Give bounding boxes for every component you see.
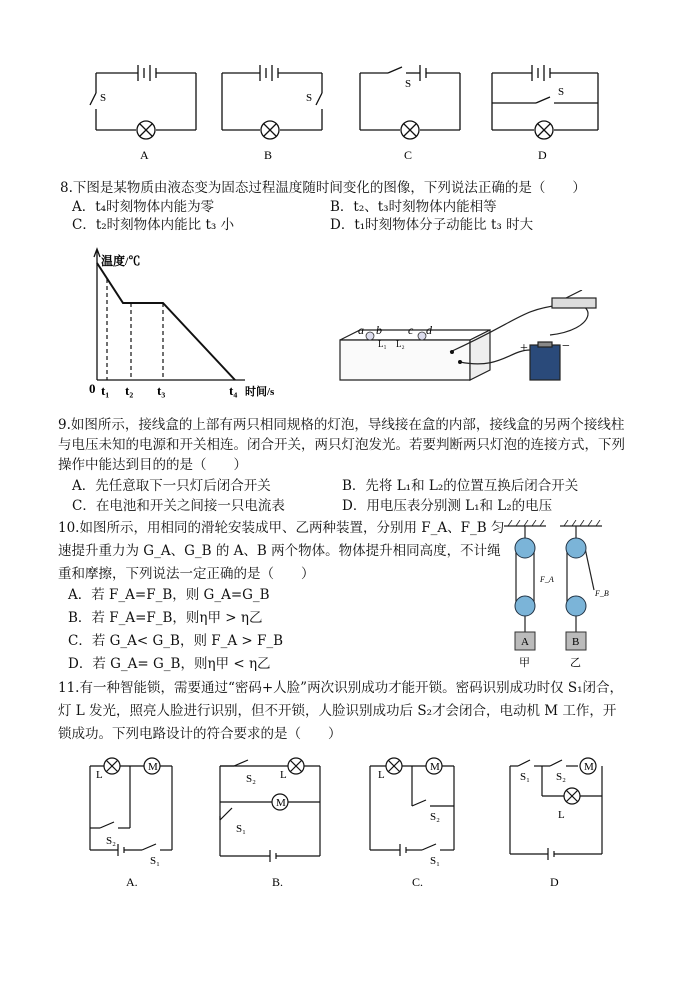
q9-fig-l1: L₁ <box>378 339 387 349</box>
q9-fig-a: a <box>358 323 364 337</box>
q11-a-m: M <box>148 761 158 773</box>
q11-stem-line2: 灯 L 发光，照亮人脸进行识别，但不开锁，人脸识别成功后 S₂才会闭合，电动机 M 工作，开 <box>58 703 617 719</box>
q8-option-a[interactable]: A．t₄时刻物体内能为零 <box>72 199 215 215</box>
q11-b-s2: S₂ <box>246 773 256 785</box>
q8-xlabel: 时间/s <box>245 386 275 398</box>
q9-fig-d: d <box>426 323 432 337</box>
q9-junction-box-figure <box>320 290 620 395</box>
q8-option-d[interactable]: D．t₁时刻物体分子动能比 t₃ 时大 <box>330 217 534 233</box>
q7-label-d: D <box>538 148 547 162</box>
q9-fig-l2: L₂ <box>396 339 405 349</box>
q11-b-s1: S₁ <box>236 823 246 835</box>
q11-c-s1: S₁ <box>430 855 440 867</box>
q9-fig-plus: + <box>520 341 528 356</box>
q8-tick-0: 0 <box>89 381 96 396</box>
q9-fig-c: c <box>408 323 414 337</box>
q9-fig-b: b <box>376 323 382 337</box>
q11-a-s1: S₁ <box>150 855 160 867</box>
q10-option-b[interactable]: B．若 F_A=F_B，则η甲 > η乙 <box>68 610 263 626</box>
q7-switch-label-b: S <box>306 92 313 104</box>
q11-d-s2: S₂ <box>556 771 566 783</box>
q9-fig-minus: − <box>562 339 570 354</box>
q8-tick-t4: t₄ <box>229 383 238 398</box>
q7-circuit-d <box>492 65 598 139</box>
q10-fig-yi: 乙 <box>570 657 581 669</box>
q10-fig-b: B <box>572 636 580 648</box>
q10-stem-line1: 10.如图所示，用相同的滑轮安装成甲、乙两种装置，分别用 F_A、F_B 匀 <box>58 520 505 536</box>
q10-fig-jia: 甲 <box>519 657 530 669</box>
q10-option-a[interactable]: A．若 F_A=F_B，则 G_A=G_B <box>68 587 270 603</box>
q10-stem-line3: 重和摩擦，下列说法一定正确的是（ ） <box>58 566 315 582</box>
q8-option-c[interactable]: C．t₂时刻物体内能比 t₃ 小 <box>72 217 235 233</box>
q8-option-b[interactable]: B．t₂、t₃时刻物体内能相等 <box>330 199 497 215</box>
q7-switch-label-c: S <box>405 78 412 90</box>
q11-stem-line3: 锁成功。下列电路设计的符合要求的是（ ） <box>58 726 342 742</box>
q11-d-l: L <box>558 809 565 821</box>
q10-pulley-figure <box>498 520 618 675</box>
q11-label-a: A. <box>126 875 138 889</box>
q9-stem-line1: 9.如图所示，接线盒的上部有两只相同规格的灯泡，导线接在盒的内部，接线盒的另两个接线柱 <box>58 417 625 433</box>
q9-option-a[interactable]: A．先任意取下一只灯后闭合开关 <box>72 478 271 494</box>
q8-ylabel: 温度/℃ <box>101 254 141 268</box>
q10-fig-a: A <box>521 636 529 648</box>
q7-switch-label-a: S <box>100 92 107 104</box>
q9-option-c[interactable]: C．在电池和开关之间接一只电流表 <box>72 498 285 514</box>
q10-fig-fb: F_B <box>595 589 609 598</box>
q11-b-l: L <box>280 769 287 781</box>
q11-a-s2: S₂ <box>106 835 116 847</box>
q8-tick-t1: t₁ <box>101 383 110 398</box>
q11-d-s1: S₁ <box>520 771 530 783</box>
q11-label-d: D <box>550 875 559 889</box>
q11-b-m: M <box>276 797 286 809</box>
q7-circuit-c <box>360 65 460 139</box>
q7-switch-label-d: S <box>558 86 565 98</box>
q7-circuits-figure <box>70 55 630 165</box>
q11-c-s2: S₂ <box>430 811 440 823</box>
q11-d-m: M <box>584 761 594 773</box>
q8-tick-t3: t₃ <box>157 383 166 398</box>
q11-label-c: C. <box>412 875 424 889</box>
q10-option-c[interactable]: C．若 G_A< G_B，则 F_A > F_B <box>68 633 284 649</box>
q10-stem-line2: 速提升重力为 G_A、G_B 的 A、B 两个物体。物体提升相同高度，不计绳 <box>58 543 501 559</box>
q7-label-b: B <box>264 148 273 162</box>
q9-stem-line2: 与电压未知的电源和开关相连。闭合开关，两只灯泡发光。若要判断两只灯泡的连接方式，下列 <box>58 437 625 453</box>
q11-c-m: M <box>430 761 440 773</box>
q11-circuits-figure <box>70 748 630 893</box>
q8-stem: 8.下图是某物质由液态变为固态过程温度随时间变化的图像，下列说法正确的是（ ） <box>60 180 586 196</box>
q10-fig-fa: F_A <box>540 575 554 584</box>
q7-label-a: A <box>140 148 149 162</box>
q7-label-c: C <box>404 148 413 162</box>
q11-circuit-b <box>220 758 320 862</box>
q11-c-l: L <box>378 769 385 781</box>
q11-stem-line1: 11.有一种智能锁，需要通过“密码+人脸”两次识别成功才能开锁。密码识别成功时仅 S₁闭合， <box>58 680 624 696</box>
q9-stem-line3: 操作中能达到目的的是（ ） <box>58 457 247 473</box>
q8-tick-t2: t₂ <box>125 383 134 398</box>
q10-option-d[interactable]: D．若 G_A= G_B，则η甲 < η乙 <box>68 656 271 672</box>
q8-temperature-graph <box>85 245 295 405</box>
q11-a-l: L <box>96 769 103 781</box>
q9-option-d[interactable]: D．用电压表分别测 L₁和 L₂的电压 <box>342 498 553 514</box>
q9-option-b[interactable]: B．先将 L₁和 L₂的位置互换后闭合开关 <box>342 478 579 494</box>
temperature-curve <box>97 263 235 380</box>
q11-label-b: B. <box>272 875 284 889</box>
